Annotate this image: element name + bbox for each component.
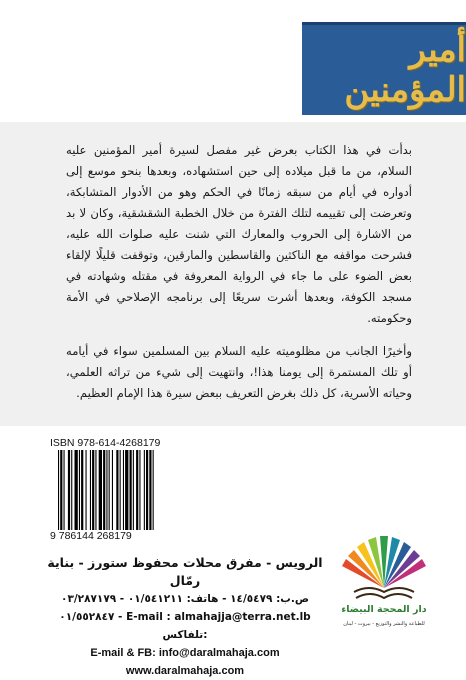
barcode-bar bbox=[90, 450, 91, 530]
barcode-bar bbox=[60, 450, 62, 530]
barcode-bar bbox=[95, 450, 96, 530]
barcode-bar bbox=[146, 450, 148, 530]
barcode-bar bbox=[136, 450, 138, 530]
barcode-bar bbox=[64, 450, 65, 530]
publisher-fax-email: E-mail : almahajja@terra.net.lb - ٠١/٥٥٢٨٤٧ :تلفاكس bbox=[59, 611, 311, 641]
book-title: أمير المؤمنين bbox=[344, 30, 466, 110]
barcode-bar bbox=[68, 450, 70, 530]
barcode-bar bbox=[106, 450, 107, 530]
publisher-website: www.daralmahaja.com bbox=[125, 665, 245, 677]
barcode-bar bbox=[103, 450, 105, 530]
publisher-phones: ص.ب: ١٤/٥٤٧٩ - هاتف: ٠١/٥٤١٢١١ - ٠٣/٢٨٧١٧٩ bbox=[61, 593, 309, 605]
logo-rays-icon bbox=[342, 536, 426, 588]
barcode-bar bbox=[58, 450, 59, 530]
barcode-bar bbox=[139, 450, 140, 530]
logo-book-icon bbox=[354, 588, 414, 598]
barcode-bar bbox=[71, 450, 72, 530]
publisher-email-fb: E-mail & FB: info@daralmahaja.com bbox=[90, 647, 280, 659]
barcode-bar bbox=[153, 450, 154, 530]
barcode-bar bbox=[109, 450, 110, 530]
barcode-bar bbox=[133, 450, 134, 530]
publisher-name: دار المحجة البيضاء bbox=[341, 604, 427, 615]
publisher-subtext: للطباعة والنشر والتوزيع - بيروت - لبنان bbox=[343, 621, 425, 627]
barcode-bar bbox=[130, 450, 132, 530]
publisher-address-block bbox=[40, 554, 330, 680]
publisher-address: الرويس - مفرق محلات محفوظ ستورز - بناية رمّال bbox=[47, 555, 323, 588]
barcode-bar bbox=[125, 450, 128, 530]
barcode-bar bbox=[92, 450, 94, 530]
barcode-bar bbox=[149, 450, 151, 530]
barcode-bar bbox=[120, 450, 121, 530]
barcode-bar bbox=[79, 450, 80, 530]
barcode-bar bbox=[123, 450, 124, 530]
barcode-bar bbox=[86, 450, 87, 530]
blurb-paragraph-1: بدأت في هذا الكتاب بعرض غير مفصل لسيرة أمير المؤمنين عليه السلام، من ما قبل ميلاده إلى حين استشهاده، وبعدها بنحو موسع إلى أدواره في أيام من سبقه زمانًا في الحكم وهو من الأدوار المتشابكة، وتعرضت إلى تقييمه لتلك الفترة من خلال الخطبة الشقشقية، وكان لا بد من الاشارة إلى الحروب والمعارك التي شنت عليه صلوات الله عليه، فشرحت مواقفه مع الناكثين والقاسطين والمارقين، وتوقفت قليلًا لإلقاء بعض الضوء على ما جاء في الرواية المعروفة في مقتله وشهادته في مسجد الكوفة، وبعدها أشرت سريعًا إلى برنامجه الإصلاحي في الأمة وحكومته. bbox=[66, 143, 412, 325]
isbn-label: ISBN 978-614-4268179 bbox=[50, 437, 161, 449]
barcode-bar bbox=[144, 450, 145, 530]
blurb-paragraph-2: وأخيرًا الجانب من مظلوميته عليه السلام بين المسلمين سواء في أيامه أو تلك المستمرة إلى يومنا هذا!، وانتهيت إلى شيء من تراثه العلمي، وحياته الأسرية، كل ذلك بغرض التعريف ببعض سيرة هذا الإمام العظيم. bbox=[66, 344, 412, 400]
title-box bbox=[302, 22, 466, 115]
barcode-bar bbox=[81, 450, 83, 530]
barcode-bar bbox=[116, 450, 118, 530]
barcode-bar bbox=[112, 450, 113, 530]
publisher-logo bbox=[332, 526, 436, 634]
blurb-text bbox=[66, 140, 412, 416]
barcode-digits: 9 786144 268179 bbox=[50, 530, 132, 542]
barcode-bars bbox=[58, 450, 196, 530]
barcode-bar bbox=[75, 450, 78, 530]
barcode-bar bbox=[99, 450, 102, 530]
barcode bbox=[50, 437, 202, 543]
